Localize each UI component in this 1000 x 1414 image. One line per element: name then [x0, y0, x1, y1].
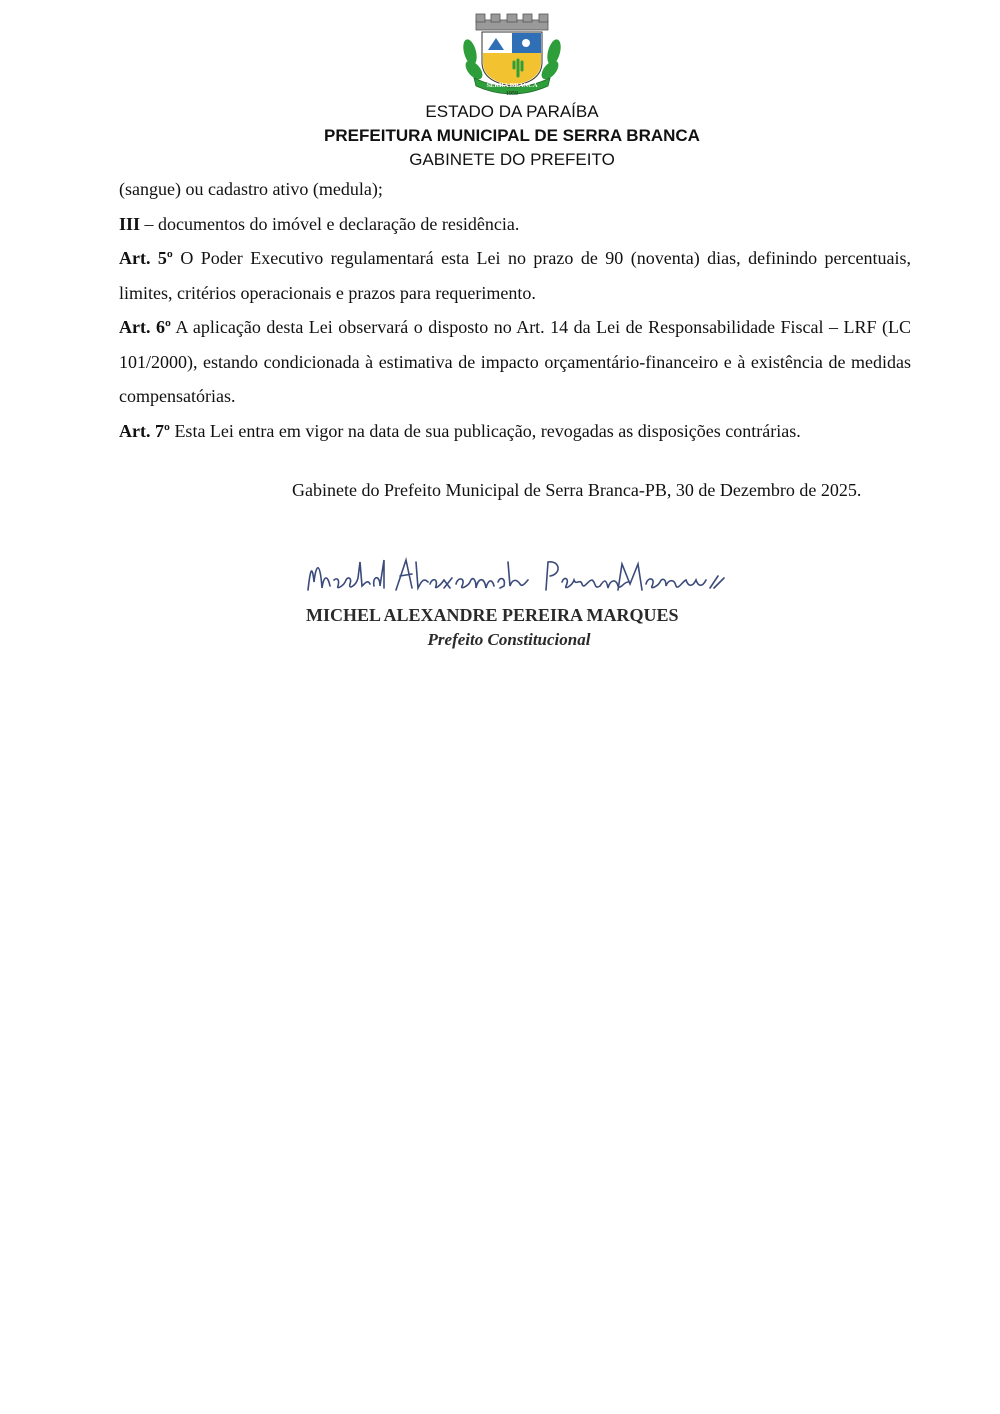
article-label: Art. 7º	[119, 420, 170, 441]
signer-role: Prefeito Constitucional	[427, 630, 591, 649]
signer-name: MICHEL ALEXANDRE PEREIRA MARQUES	[306, 605, 679, 625]
shield-icon	[482, 32, 542, 86]
item-iii	[119, 207, 911, 242]
document-body	[119, 172, 911, 448]
document-header	[0, 100, 1000, 172]
state-name: ESTADO DA PARAÍBA	[425, 102, 599, 121]
crest-year: 1959	[506, 91, 518, 96]
article-5	[119, 241, 911, 310]
crest-banner-text: SERRA BRANCA	[486, 82, 538, 89]
place-date-line: Gabinete do Prefeito Municipal de Serra Branca-PB, 30 de Dezembro de 2025.	[292, 480, 862, 500]
office-name: GABINETE DO PREFEITO	[409, 150, 615, 169]
municipality-name: PREFEITURA MUNICIPAL DE SERRA BRANCA	[324, 126, 700, 145]
municipal-crest-logo	[460, 12, 564, 96]
item-text: – documentos do imóvel e declaração de residência.	[140, 213, 520, 234]
article-label: Art. 5º	[119, 248, 173, 268]
article-label: Art. 6º	[119, 317, 171, 337]
item-label: III	[119, 213, 141, 234]
article-text: Esta Lei entra em vigor na data de sua publicação, revogadas as disposições contrárias.	[169, 420, 801, 441]
handwritten-signature	[300, 552, 730, 602]
continuation-line: (sangue) ou cadastro ativo (medula);	[119, 179, 383, 199]
article-text: O Poder Executivo regulamentará esta Lei no prazo de 90 (noventa) dias, definindo percentuais, limites, critérios operacionais e prazos para requerimento.	[119, 248, 911, 303]
crown-icon	[476, 14, 548, 30]
article-6	[119, 310, 911, 414]
article-text: A aplicação desta Lei observará o disposto no Art. 14 da Lei de Responsabilidade Fiscal – LRF (LC 101/2000), estando condicionada à estimativa de impacto orçamentário-financeiro e à existência de medidas compensatórias.	[119, 317, 911, 406]
article-7	[119, 414, 911, 449]
